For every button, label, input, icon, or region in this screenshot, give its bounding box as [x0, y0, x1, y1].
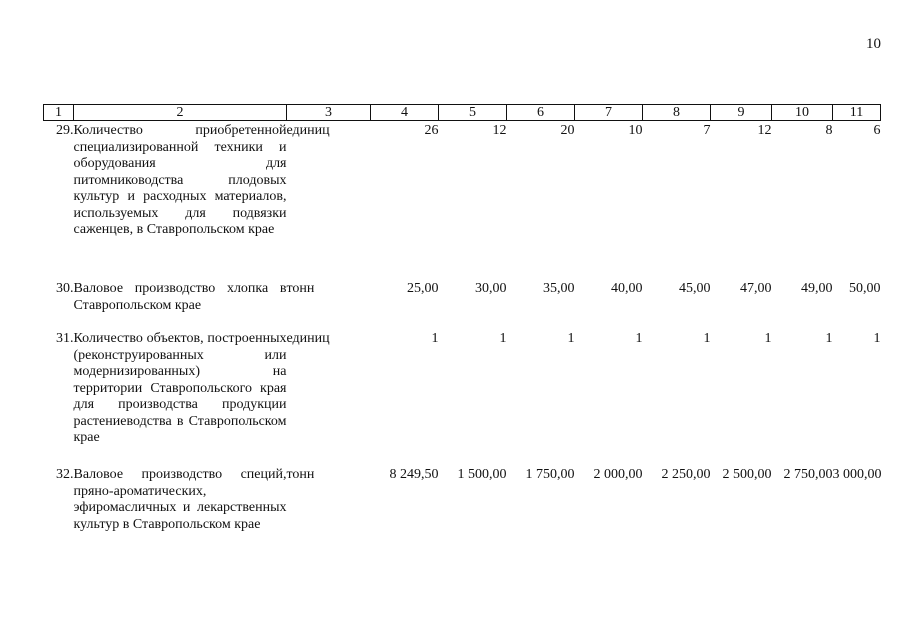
value-cell: 1 500,00 — [457, 467, 507, 482]
value-cell: 12 — [492, 123, 507, 138]
value-cell: 1 — [764, 331, 772, 346]
row-number: 31. — [56, 331, 74, 346]
indicator-name-text: Количество объектов, построенных (реконструированных или модернизированных) на территории Ставропольского края для производства продукции растениеводства в Ставропольском крае — [73, 331, 287, 445]
indicator-name-text: Валовое производство хлопка в Ставропольском крае — [73, 281, 287, 313]
table-row — [44, 323, 881, 453]
column-header: 9 — [711, 105, 772, 121]
value-cell: 49,00 — [801, 281, 833, 296]
value-cell: 1 — [703, 331, 711, 346]
indicator-name-text: Валовое производство специй, пряно-ароматических, эфиромасличных и лекарственных культур в Ставропольском крае — [73, 467, 287, 532]
page-number: 10 — [866, 36, 881, 52]
column-header: 11 — [833, 105, 881, 121]
indicator-table — [43, 104, 881, 533]
row-number: 32. — [56, 467, 74, 482]
value-cell: 25,00 — [407, 281, 439, 296]
unit-cell: тонн — [286, 281, 315, 296]
column-header: 1 — [44, 105, 74, 121]
value-cell: 2 250,00 — [661, 467, 711, 482]
column-number-header-row — [44, 105, 881, 121]
value-cell: 1 — [825, 331, 833, 346]
unit-cell: единиц — [286, 331, 330, 346]
value-cell: 1 — [873, 331, 881, 346]
value-cell: 8 — [825, 123, 833, 138]
value-cell: 50,00 — [849, 281, 881, 296]
row-number: 29. — [56, 123, 74, 138]
indicator-name-text: Количество приобретенной специализированной техники и оборудования для питомниководства плодовых культур и расходных материалов, используемых для подвязки саженцев, в Ставропольском крае — [73, 123, 287, 237]
value-cell: 40,00 — [611, 281, 643, 296]
value-cell: 20 — [560, 123, 575, 138]
column-header: 10 — [772, 105, 833, 121]
value-cell: 1 — [635, 331, 643, 346]
table-row — [44, 263, 881, 323]
column-header: 4 — [371, 105, 439, 121]
value-cell: 1 750,00 — [525, 467, 575, 482]
value-cell: 2 000,00 — [593, 467, 643, 482]
column-header: 6 — [507, 105, 575, 121]
unit-cell: единиц — [286, 123, 330, 138]
value-cell: 1 — [567, 331, 575, 346]
row-number: 30. — [56, 281, 74, 296]
value-cell: 30,00 — [475, 281, 507, 296]
value-cell: 1 — [431, 331, 439, 346]
value-cell: 7 — [703, 123, 711, 138]
value-cell: 45,00 — [679, 281, 711, 296]
value-cell: 35,00 — [543, 281, 575, 296]
column-header: 8 — [643, 105, 711, 121]
value-cell: 2 750,00 — [783, 467, 833, 482]
indicator-name — [74, 453, 287, 533]
column-header: 7 — [575, 105, 643, 121]
table-row — [44, 453, 881, 533]
value-cell: 10 — [628, 123, 643, 138]
value-cell: 3 000,00 — [832, 467, 882, 482]
column-header: 5 — [439, 105, 507, 121]
value-cell: 6 — [873, 123, 881, 138]
value-cell: 8 249,50 — [389, 467, 439, 482]
value-cell: 26 — [424, 123, 439, 138]
table-row — [44, 121, 881, 264]
unit-cell: тонн — [286, 467, 315, 482]
indicator-name — [74, 121, 287, 264]
column-header: 2 — [74, 105, 287, 121]
indicator-name — [74, 323, 287, 453]
column-header: 3 — [287, 105, 371, 121]
value-cell: 2 500,00 — [722, 467, 772, 482]
value-cell: 12 — [757, 123, 772, 138]
indicator-name — [74, 263, 287, 323]
value-cell: 47,00 — [740, 281, 772, 296]
value-cell: 1 — [499, 331, 507, 346]
